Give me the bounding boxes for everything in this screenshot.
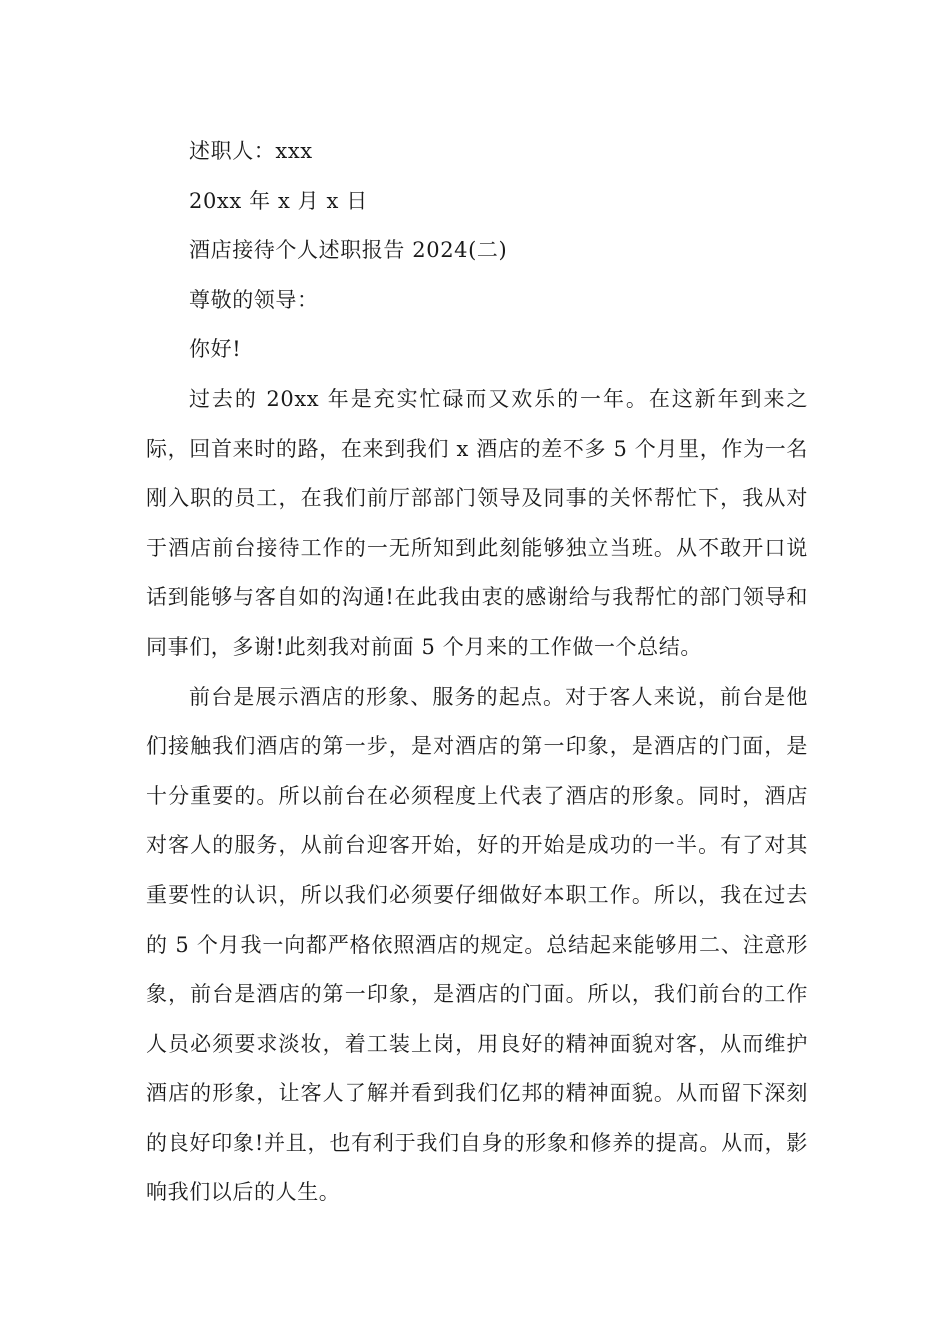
document-body: [146, 127, 808, 1218]
signature-line: 述职人：xxx: [189, 139, 313, 163]
salutation: 尊敬的领导：: [189, 287, 319, 312]
report-title: 酒店接待个人述职报告 2024(二): [189, 238, 508, 263]
body-paragraph-2: 前台是展示酒店的形象、服务的起点。对于客人来说，前台是他们接触我们酒店的第一步，是对酒店的第一印象，是酒店的门面，是十分重要的。所以前台在必须程度上代表了酒店的形象。同时，酒店对客人的服务，从前台迎客开始，好的开始是成功的一半。有了对其重要性的认识，所以我们必须要仔细做好本职工作。所以，我在过去的 5 个月我一向都严格依照酒店的规定。总结起来能够用二、注意形象，前台是酒店的第一印象，是酒店的门面。所以，我们前台的工作人员必须要求淡妆，着工装上岗，用良好的精神面貌对客，从而维护酒店的形象，让客人了解并看到我们亿邦的精神面貌。从而留下深刻的良好印象!并且，也有利于我们自身的形象和修养的提高。从而，影响我们以后的人生。: [146, 684, 808, 1205]
date-line: 20xx 年 x 月 x 日: [189, 188, 368, 213]
greeting: 你好!: [189, 337, 242, 362]
body-paragraph-1: 过去的 20xx 年是充实忙碌而又欢乐的一年。在这新年到来之际，回首来时的路，在来到我们 x 酒店的差不多 5 个月里，作为一名刚入职的员工，在我们前厅部部门领导及同事的关怀帮忙下，我从对于酒店前台接待工作的一无所知到此刻能够独立当班。从不敢开口说话到能够与客自如的沟通!在此我由衷的感谢给与我帮忙的部门领导和同事们，多谢!此刻我对前面 5 个月来的工作做一个总结。: [146, 386, 808, 659]
